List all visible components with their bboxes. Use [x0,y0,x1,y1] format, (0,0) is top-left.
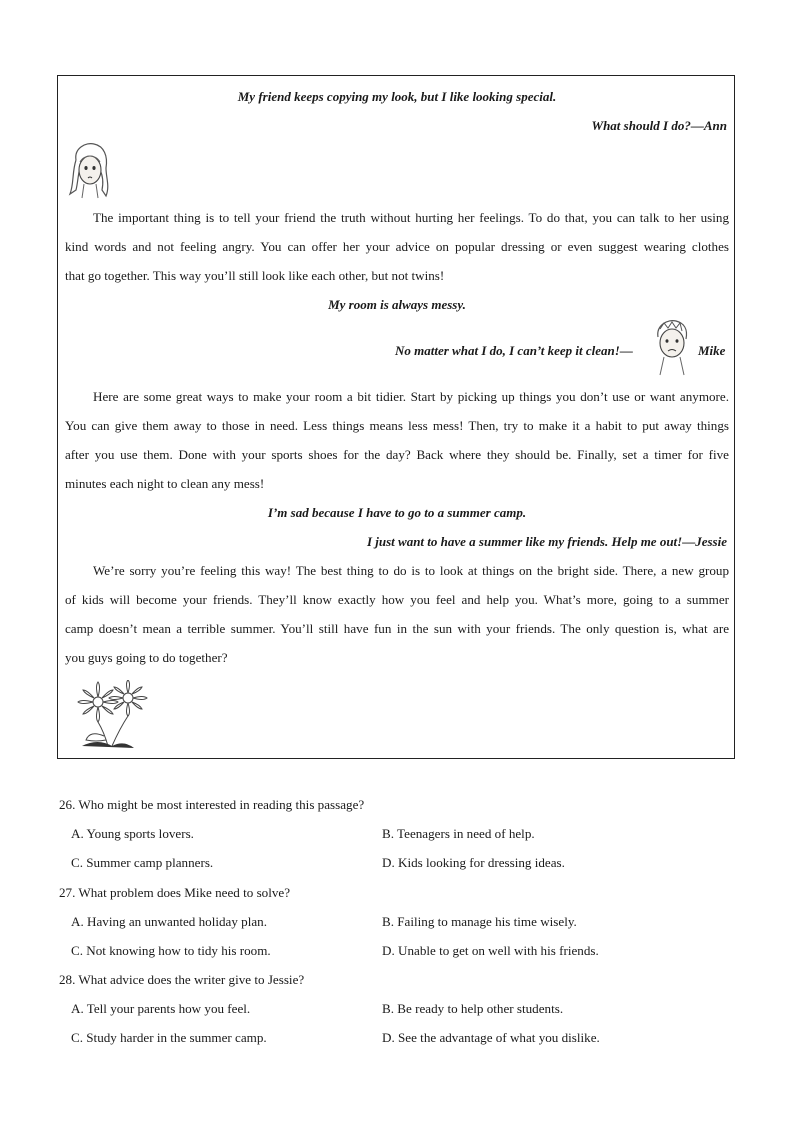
letter1-line: that go together. This way you’ll still look like each other, but not twins! [65,268,445,283]
letter3-body [65,556,729,672]
letter1-body [65,203,729,290]
question-26-option-a[interactable]: A. Young sports lovers. [71,826,194,841]
question-27-option-d[interactable]: D. Unable to get on well with his friends. [382,943,599,958]
letter2-signature-name: Mike [698,343,726,358]
flower-illustration [68,680,154,750]
letter1-line: The important thing is to tell your friend the truth without hurting her feelings. To do that, you can talk to her using [93,210,729,225]
question-28-stem: 28. What advice does the writer give to Jessie? [59,972,305,987]
question-28-option-c[interactable]: C. Study harder in the summer camp. [71,1030,267,1045]
question-26-option-b[interactable]: B. Teenagers in need of help. [382,826,535,841]
letter2-headline: My room is always messy. [328,297,466,312]
question-28-option-d[interactable]: D. See the advantage of what you dislike. [382,1030,600,1045]
letter3-line: of kids will become your friends. They’ll know exactly how you feel and help you. What’s more, going to a summer [65,592,729,607]
letter3-line: We’re sorry you’re feeling this way! The best thing to do is to look at things on the bright side. There, a new group [93,563,729,578]
question-26-option-c[interactable]: C. Summer camp planners. [71,855,214,870]
question-28-option-b[interactable]: B. Be ready to help other students. [382,1001,564,1016]
girl-illustration [66,140,112,202]
letter2-line: Here are some great ways to make your room a bit tidier. Start by picking up things you don’t use or want anymore. [93,389,729,404]
letter2-line: minutes each night to clean any mess! [65,476,265,491]
letter2-body [65,382,729,498]
letter3-line: you guys going to do together? [65,650,228,665]
letter2-signature-text: No matter what I do, I can’t keep it clean!— [395,343,633,358]
letter1-line: kind words and not feeling angry. You can offer her your advice on popular dressing or even suggest wearing clothes [65,239,729,254]
letter3-headline: I’m sad because I have to go to a summer camp. [267,505,527,520]
letter1-signature: What should I do?—Ann [591,118,727,133]
boy-illustration [650,319,692,377]
question-27-option-c[interactable]: C. Not knowing how to tidy his room. [71,943,271,958]
question-26-option-d[interactable]: D. Kids looking for dressing ideas. [382,855,565,870]
question-26-stem: 26. Who might be most interested in reading this passage? [59,797,365,812]
question-27-option-b[interactable]: B. Failing to manage his time wisely. [382,914,577,929]
question-27-option-a[interactable]: A. Having an unwanted holiday plan. [71,914,267,929]
question-28-option-a[interactable]: A. Tell your parents how you feel. [71,1001,251,1016]
letter1-headline: My friend keeps copying my look, but I like looking special. [237,89,557,104]
letter3-signature: I just want to have a summer like my friends. Help me out!—Jessie [366,534,727,549]
passage-box [57,75,735,759]
letter2-line: after you use them. Done with your sports shoes for the day? Back where they should be. Finally, set a timer for five [65,447,729,462]
question-27-stem: 27. What problem does Mike need to solve? [59,885,291,900]
letter2-line: You can give them away to those in need. Less things means less mess! Then, try to make it a habit to put away things [65,418,729,433]
letter3-line: camp doesn’t mean a terrible summer. You’ll still have fun in the sun with your friends. The only question is, what are [65,621,729,636]
